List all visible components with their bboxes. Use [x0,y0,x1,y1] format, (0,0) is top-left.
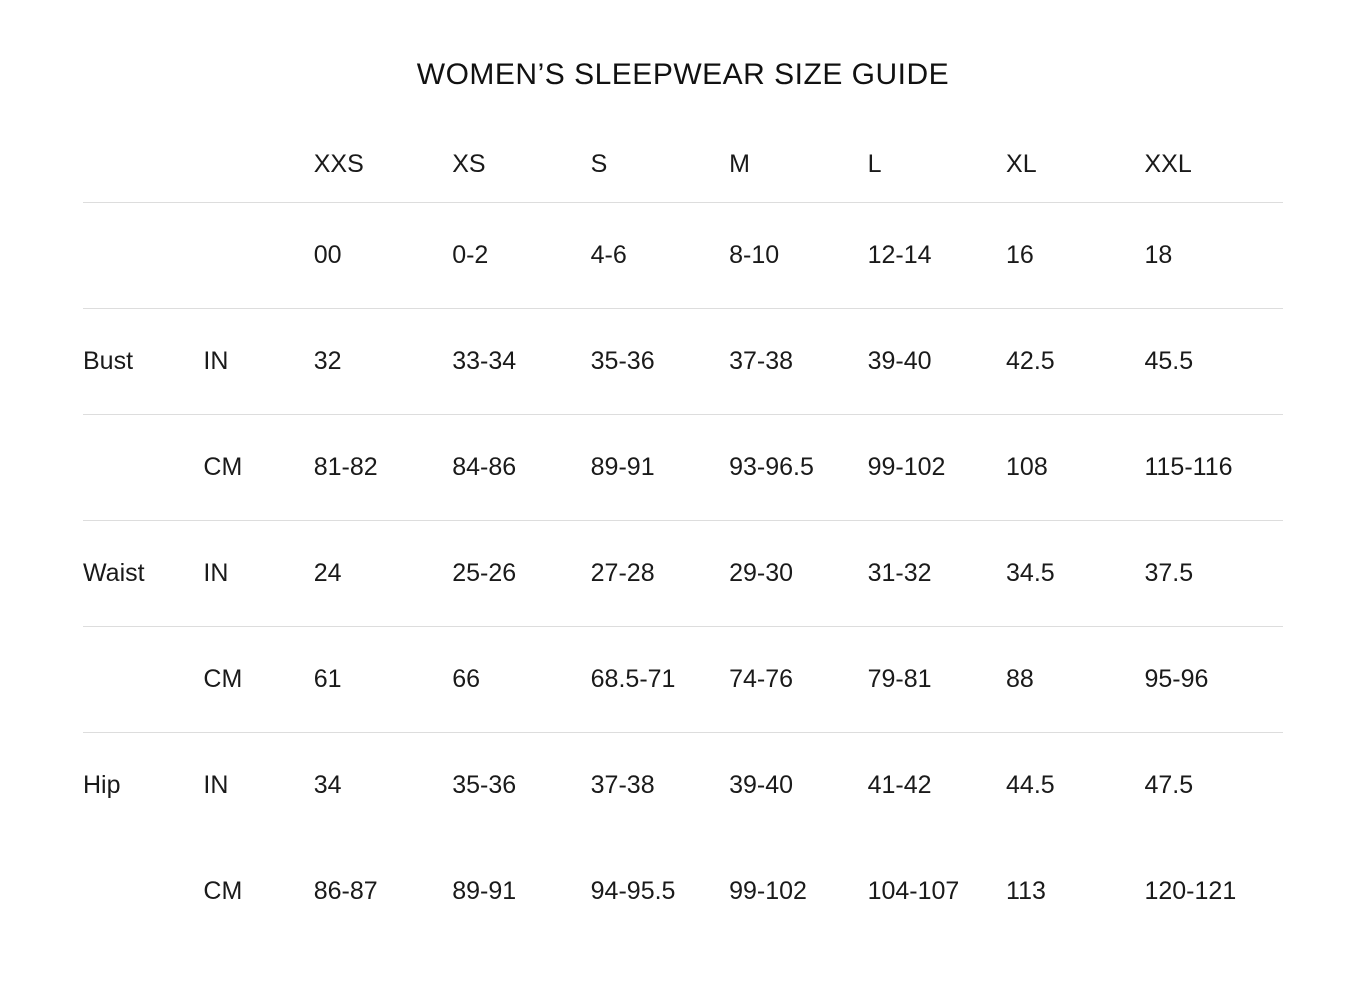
cell-xxl: 95-96 [1144,627,1283,733]
cell-s: 37-38 [591,733,729,839]
column-header-xxl: XXL [1144,149,1192,178]
cell-l: 99-102 [868,415,1006,521]
cell-s: 94-95.5 [590,877,676,905]
row-label [83,203,203,309]
cell-xxl: 37.5 [1144,521,1283,627]
row-label [83,839,203,945]
cell-xxs: 86-87 [313,877,378,905]
cell-s: 27-28 [591,521,729,627]
cell-s: 68.5-71 [591,627,729,733]
column-header-xs: XS [452,149,486,178]
cell-xs: 33-34 [452,309,590,415]
row-label [83,415,203,521]
column-header-s: S [590,149,608,178]
cell-m: 74-76 [729,627,867,733]
column-header-l: L [867,149,882,178]
cell-xxl: 18 [1144,203,1283,309]
row-label: Hip [83,733,203,839]
table-body [83,203,1283,945]
cell-xxl: 115-116 [1144,415,1283,521]
column-header-label-blank [83,126,203,203]
cell-xxl: 47.5 [1144,733,1283,839]
cell-m: 29-30 [729,521,867,627]
cell-xl: 113 [1006,877,1046,905]
cell-s: 89-91 [591,415,729,521]
cell-xl: 88 [1006,627,1144,733]
page-title: WOMEN’S SLEEPWEAR SIZE GUIDE [416,58,950,91]
cell-xl: 42.5 [1006,309,1144,415]
cell-xl: 16 [1006,203,1144,309]
row-unit: IN [203,521,313,627]
table-row [83,521,1283,627]
cell-xs: 0-2 [452,203,590,309]
cell-l: 31-32 [868,521,1006,627]
size-table-container [83,92,1283,945]
cell-m: 37-38 [729,309,867,415]
cell-m: 93-96.5 [729,415,867,521]
cell-xxs: 81-82 [314,415,452,521]
cell-xs: 25-26 [452,521,590,627]
table-row [83,839,1283,945]
cell-l: 104-107 [867,877,960,905]
cell-xxl: 45.5 [1144,309,1283,415]
row-unit: CM [203,415,313,521]
cell-xxs: 00 [314,203,452,309]
column-header-xl: XL [1006,149,1037,178]
row-unit: CM [203,877,243,905]
row-unit: CM [203,627,313,733]
cell-xxl: 120-121 [1144,877,1237,905]
cell-m: 99-102 [729,877,807,905]
cell-xl: 44.5 [1006,733,1144,839]
cell-xs: 84-86 [452,415,590,521]
row-label: Bust [83,309,203,415]
row-unit: IN [203,733,313,839]
cell-xxs: 61 [314,627,452,733]
table-row [83,309,1283,415]
row-label [83,627,203,733]
column-header-m: M [729,149,750,178]
cell-xs: 35-36 [452,733,590,839]
table-row [83,627,1283,733]
column-header-xxs: XXS [313,149,364,178]
cell-l: 39-40 [868,309,1006,415]
column-header-unit-blank [203,126,313,203]
table-row [83,415,1283,521]
table-row [83,733,1283,839]
cell-l: 79-81 [868,627,1006,733]
cell-xl: 108 [1006,415,1144,521]
row-unit: IN [203,309,313,415]
cell-s: 35-36 [591,309,729,415]
row-label: Waist [83,521,203,627]
table-row [83,203,1283,309]
cell-s: 4-6 [591,203,729,309]
cell-xxs: 32 [314,309,452,415]
cell-xl: 34.5 [1006,521,1144,627]
size-chart-table [83,126,1283,945]
cell-xxs: 24 [314,521,452,627]
cell-m: 8-10 [729,203,867,309]
table-header [83,126,1283,203]
cell-l: 12-14 [868,203,1006,309]
cell-xxs: 34 [314,733,452,839]
cell-m: 39-40 [729,733,867,839]
cell-xs: 66 [452,627,590,733]
cell-l: 41-42 [868,733,1006,839]
table-header-row [83,126,1283,203]
row-unit [203,203,313,309]
cell-xs: 89-91 [452,877,517,905]
